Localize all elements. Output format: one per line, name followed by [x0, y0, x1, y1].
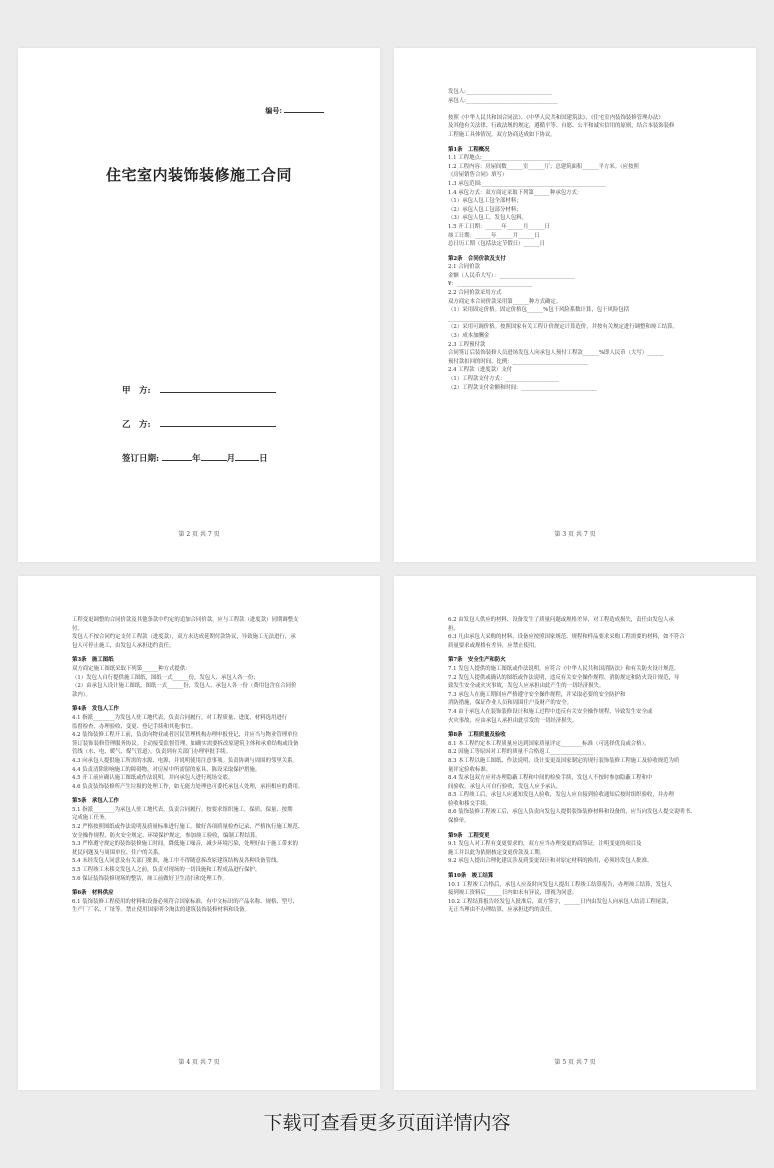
text-line: 量评定验收标准。 — [448, 766, 492, 773]
page-number: 第 3 页 共 7 页 — [554, 531, 596, 538]
text-line: （1）工程款支付方式：____________________ — [448, 376, 560, 382]
text-line: 6.1 装饰装修工程使用的材料和设备必须符合国家标准，有中文标识的产品名称、规格、型号、 — [72, 898, 298, 905]
text-line: 安全操作规程、防火安全规定、环境保护规定，参加竣工验收，编制工程结算。 — [72, 832, 261, 839]
text-line: 工程施工具体情况，双方协商达成如下协议。 — [448, 131, 556, 138]
party-b-blank — [160, 426, 276, 427]
text-line: 2.3 工程预付款 — [448, 341, 486, 348]
text-line: （2）由承包人设计施工图纸，图纸一式______份，发包人、承包人各一份（费用包含在合同价 — [72, 683, 297, 690]
text-line: 9.2 承包人提出合理化建议涉及到变更设计和对原定材料的换用，必须经发包人批准。 — [448, 858, 653, 865]
text-line: 管线（水、电、暖气、煤气管道），负责到有关部门办理审批手续。 — [72, 749, 232, 756]
section-heading: 第2条 合同价款及支付 — [448, 255, 506, 262]
section-heading: 第3条 施工图纸 — [72, 657, 114, 664]
text-line: 6.3 凡由承包人采购的材料、设备应按照国家规范、规程和样品要求采购工程需要的材料，如不符合 — [448, 634, 685, 641]
text-line: 双方商定本合同价款采用第______种方式确定。 — [448, 298, 562, 305]
text-line: 验收和移交手续。 — [448, 800, 492, 807]
text-line: （1）发包人自行提供施工图纸，图纸一式______份，发包人、承包人各一份； — [72, 674, 259, 681]
party-a-line — [122, 384, 276, 396]
text-line: 监督检查，办理验收、变更、登记手续和其他事宜。 — [72, 723, 196, 730]
text-line: （3）承包人包工，发包人包料。 — [448, 215, 527, 222]
text-line: 按照《中华人民共和国合同法》、《中华人民共和国建筑法》、《住宅室内装饰装修管理办法》 — [448, 114, 664, 121]
section-heading: 第1条 工程概况 — [448, 146, 490, 153]
sign-date-line — [122, 452, 268, 464]
text-line: 间验收，承包人可自行验收，发包人应予承认。 — [448, 783, 562, 790]
text-line: 8.3 本工程以施工图纸、作法说明、设计变更及国家制定的现行装饰装修工程施工及验收规范为质 — [448, 757, 680, 764]
text-line: 8.2 因施工等原因对工程的质量不合格返工________________ — [448, 749, 594, 756]
text-line: 火灾事故，应由承包人承担由此引发的一切经济损失。 — [448, 717, 578, 724]
text-line: 4.6 负责装饰装修所产生垃圾的处理工作，如无能力处理也可委托承包人处理，承担相应的费用。 — [72, 783, 304, 790]
text-line: 双方商定施工图纸采取下列第______种方式提供： — [72, 665, 191, 672]
text-line: 8.4 发承包双方应对办理隐蔽工程和中间的检验手续，发包人不按时参加隐蔽工程和中 — [448, 775, 653, 782]
text-line: 生产厂厂名、厂址等。禁止使用国家明令淘汰的建筑装饰装修材料和设备。 — [72, 907, 250, 914]
page-number: 第 4 页 共 7 页 — [178, 1059, 220, 1066]
text-line: 质量要求或规格有差异，应禁止使用。 — [448, 642, 540, 649]
text-line: （2）工程款支付金额和时间：____________________________ — [448, 384, 597, 391]
sign-year-unit: 年 — [192, 454, 201, 464]
text-line: ¥：____________________________ — [448, 281, 533, 288]
download-more-caption[interactable]: 下载可查看更多页面详情内容 — [263, 1112, 511, 1134]
text-line: 8.1 本工程约定本工程质量应达到国家质量评定________标准（可选择优良或合格）。 — [448, 740, 650, 747]
sign-year-blank — [162, 460, 192, 461]
page-body — [448, 88, 702, 392]
text-line: 9.1 发包人对工程有变更要求的，双方应当办理变更的商签证，注明变更的项目及 — [448, 841, 642, 848]
text-line: 付。 — [72, 625, 83, 632]
text-line: 总日历工期（包括法定节假日）______日 — [448, 241, 546, 248]
text-line: 致发生安全或火灾事故，发包人应承担由此产生的一切经济损失。 — [448, 683, 605, 690]
text-line: 7.2 发包人提供或确认的图纸或作法说明，违反有关安全操作规程、消防规定和防火设计规范，导 — [448, 674, 680, 681]
contract-cover-page — [18, 48, 380, 562]
contract-number — [265, 106, 324, 116]
text-line: 4.1 指派________为发包人驻工地代表，负责合同履行。对工程质量、进度、材料选用进行 — [72, 714, 288, 721]
sign-date-label: 签订日期: — [122, 454, 160, 464]
text-line: 包人可停止施工，由发包人承担违约责任。 — [72, 642, 175, 649]
page-body — [72, 616, 326, 915]
text-line: 5.6 保证装饰装修现场的整洁，竣工前做好卫生清扫和处理工作。 — [72, 875, 228, 882]
text-line: 5.3 严格遵守规定的装饰装修施工时间，降低施工噪音，减少环境污染，处理好由于施工带来的 — [72, 841, 298, 848]
text-line: （2）采用可调价格。按照国家有关工程计价规定计算造价，并按有关规定进行调整和竣工结算。 — [448, 324, 678, 331]
text-line: 4.3 向承包人提供施工所需的水源、电源，并说明使用注意事项。负责协调与周围的邻里关系。 — [72, 757, 298, 764]
text-line: 7.3 承包人在施工期间应严格遵守安全操作规程，并采取必要的安全防护和 — [448, 691, 626, 698]
party-a-label: 甲 方: — [122, 386, 151, 396]
contract-number-blank — [284, 112, 324, 113]
text-line: （1）采用固定价格。固定价格包______%包干风险系数计算，包干风险包括 — [448, 307, 630, 314]
text-line: 签订装饰装修管理服务协议。主动接受监督管理。如确实需要拆改原建筑主体和承重结构或设备 — [72, 740, 299, 747]
contract-page-3 — [394, 48, 756, 562]
text-line: 接到竣工资料后______日内如未有异议，即视为同意。 — [448, 890, 578, 897]
text-line: 5.1 指派________为承包人驻工地代表，负责合同履行。按要求组织施工，保质、保量、按期 — [72, 806, 293, 813]
text-line: 金额（人民币大写）：____________________________ — [448, 272, 575, 279]
text-line: 1.3 承包范围:______________________________________________ — [448, 180, 606, 187]
sign-month-blank — [201, 460, 227, 461]
sign-day-blank — [235, 460, 259, 461]
text-line: 预付款扣回的时间、比例：____________________________ — [448, 358, 589, 365]
text-line: 4.2 装饰装修工程开工前，负责向物业或者居民管理机构办理申报登记，并应当与物业管理单位 — [72, 732, 298, 739]
sign-day-unit: 日 — [259, 454, 268, 464]
text-line: 扰民问题及与周围单位、住户的关系。 — [72, 849, 164, 856]
text-line: 10.1 工程竣工合格后，承包人应及时向发包人提出工程竣工结算报告，办理竣工结算，发包人 — [448, 881, 672, 888]
text-line: __________________________________________________ — [448, 315, 583, 322]
text-line: 2.1 合同价款 — [448, 264, 480, 271]
text-line — [448, 105, 702, 114]
page-number: 第 5 页 共 7 页 — [554, 1059, 596, 1066]
text-line: （1）承包人包工包全部材料； — [448, 198, 522, 205]
text-line: 1.2 工程内容：房屋间数______室______厅；总建筑面积______平方米。（应按照 — [448, 163, 639, 170]
section-heading: 第9条 工程变更 — [448, 832, 490, 839]
page-number: 第 2 页 共 7 页 — [178, 531, 220, 538]
text-line: 4.4 负责清除影响施工的障碍物，对房屋中所需留的家具、陈设采取保护措施。 — [72, 766, 261, 773]
text-line: 担。 — [448, 625, 459, 632]
text-line: 发包人:________________________________ — [448, 89, 553, 95]
text-line: 1.5 开工日期：______年______月______日 — [448, 223, 550, 230]
text-line: 10.2 工程结算报告经发包人批准后，双方签字，______日内由发包人向承包人结清工程尾款， — [448, 898, 672, 905]
text-line: 保修单。 — [448, 818, 470, 825]
section-heading: 第4条 发包人工作 — [72, 706, 119, 713]
text-line: 消防措施，保证作业人员和周围住户及财产的安全。 — [448, 700, 572, 707]
party-b-line — [122, 418, 276, 430]
text-line: 承包人:__________________________________ — [448, 97, 558, 104]
text-line: 5.5 工程竣工未移交发包人之前，负责对现场的一切设施和工程成品进行保护。 — [72, 867, 261, 874]
text-line: 7.4 由于承包人在装饰装修设计和施工过程中违反有关安全操作规程、导致发生安全或 — [448, 708, 653, 715]
text-line: 1.1 工程地点:______________________________ — [448, 155, 563, 162]
text-line: 8.5 工程竣工后，承包人应通知发包人验收，发包人应自接到验收通知后按时组织验收，并办理 — [448, 792, 674, 799]
text-line: 无正当理由不办理结算，应承担违约的责任。 — [448, 907, 556, 914]
text-line: （3）成本加酬金 — [448, 333, 490, 340]
text-line: 7.1 发包人提供的施工图纸或作法说明，应符合《中华人民共和国消防法》和有关防火设计规范。 — [448, 665, 680, 672]
text-line: 2.2 合同价款采用方式 — [448, 290, 502, 297]
sign-month-unit: 月 — [226, 454, 236, 464]
text-line: 发包人不按合同约定支付工程款（进度款），双方未达成延期付款协议，导致施工无法进行，承 — [72, 634, 296, 641]
text-line: 4.5 开工前应确认施工图纸或作法说明，并向承包人进行现场交底。 — [72, 775, 234, 782]
party-a-blank — [160, 392, 276, 393]
text-line: 6.2 由发包人供应的材料、设备发生了质量问题或规格差异，对工程造成损失，责任由发包人承 — [448, 617, 674, 623]
section-heading: 第5条 承包人工作 — [72, 798, 119, 805]
contract-title: 住宅室内装饰装修施工合同 — [105, 166, 292, 184]
section-heading: 第6条 材料供应 — [72, 890, 114, 897]
text-line: 5.2 严格按照图纸或作法说明及质量标准进行施工，做好各项质量检查记录，严格执行施工规范、 — [72, 824, 304, 831]
text-line: 施工并以此为依据核定变更价款及工期。 — [448, 849, 546, 856]
text-line: 《房屋销售合同》填写） — [448, 172, 508, 179]
text-line: 1.4 承包方式：双方商定采取下列第______种承包方式： — [448, 189, 583, 196]
text-line: 合同签订后装饰装修人员进场发包人向承包人预付工程款______%即人民币（大写）______ — [448, 350, 664, 357]
text-line: 5.4 未经发包人同意及有关部门批准，施工中不得随意拆改原建筑结构及各种设备管线。 — [72, 858, 282, 865]
text-line: 竣工日期：______年______月______日 — [448, 232, 540, 239]
contract-number-label: 编号: — [265, 106, 282, 115]
text-line: 及其他有关法律、行政法规的规定，遵循平等、自愿、公平和诚实信用的原则，结合本装饰装修 — [448, 123, 675, 130]
section-heading: 第8条 工程质量及验收 — [448, 732, 506, 739]
page-body — [448, 616, 702, 915]
text-line: （2）承包人包工包部分材料； — [448, 206, 522, 213]
text-line: 完成施工任务。 — [72, 815, 110, 822]
section-heading: 第10条 竣工结算 — [448, 873, 494, 880]
contract-page-4 — [18, 576, 380, 1090]
text-line: 2.4 工程款（进度款）支付 — [448, 367, 513, 374]
text-line: 8.6 装饰装修工程竣工后，承包人负责向发包人提供装饰装修材料和设备的，应当向发包人提交说明书、 — [448, 809, 696, 816]
text-line: 款内）。 — [72, 691, 91, 698]
text-line: 工程变更调整的合同价款及其他条款中约定的追加合同价款，应与工程款（进度款）同期调整支 — [72, 617, 299, 623]
contract-page-5 — [394, 576, 756, 1090]
section-heading: 第7条 安全生产和防火 — [448, 657, 506, 664]
party-b-label: 乙 方: — [122, 420, 151, 430]
